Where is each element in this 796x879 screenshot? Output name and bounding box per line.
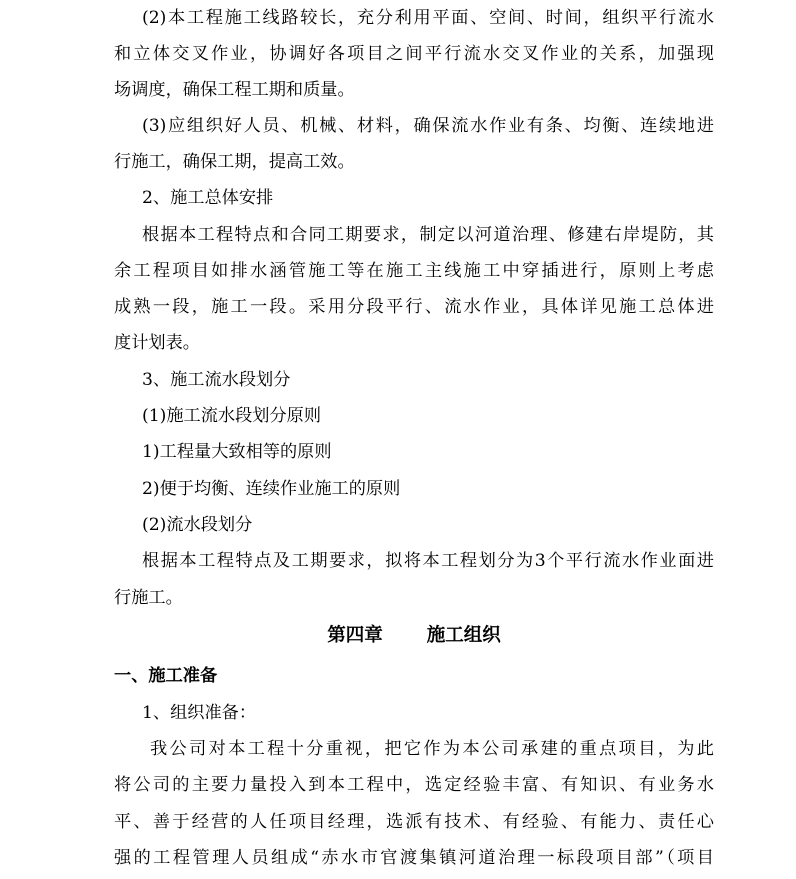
text-line: 强的工程管理人员组成“赤水市官渡集镇河道治理一标段项目部”（项目 bbox=[114, 848, 714, 868]
text-line: 根据本工程特点和合同工期要求，制定以河道治理、修建右岸堤防，其 bbox=[142, 225, 714, 245]
text-line: (2)流水段划分 bbox=[142, 515, 253, 535]
document-page bbox=[114, 0, 714, 879]
text-line: 我公司对本工程十分重视，把它作为本公司承建的重点项目，为此 bbox=[150, 739, 714, 759]
text-line: 度计划表。 bbox=[114, 333, 200, 353]
text-line: 2)便于均衡、连续作业施工的原则 bbox=[142, 479, 401, 499]
section-heading: 一、施工准备 bbox=[114, 666, 218, 686]
chapter-number: 第四章 bbox=[327, 625, 383, 646]
text-line: 成熟一段，施工一段。采用分段平行、流水作业，具体详见施工总体进 bbox=[114, 297, 714, 317]
text-line: 将公司的主要力量投入到本工程中，选定经验丰富、有知识、有业务水 bbox=[114, 775, 714, 795]
text-line: 行施工，确保工期，提高工效。 bbox=[114, 152, 355, 172]
subsection-heading: 1、组织准备： bbox=[142, 703, 257, 723]
text-line: (3)应组织好人员、机械、材料，确保流水作业有条、均衡、连续地进 bbox=[142, 116, 714, 136]
text-line: 3、施工流水段划分 bbox=[142, 370, 291, 390]
text-line: (2)本工程施工线路较长，充分利用平面、空间、时间，组织平行流水 bbox=[142, 8, 714, 28]
text-line: (1)施工流水段划分原则 bbox=[142, 406, 322, 426]
text-line: 平、善于经营的人任项目经理，选派有技术、有经验、有能力、责任心 bbox=[114, 812, 714, 832]
chapter-title bbox=[114, 624, 714, 648]
text-line: 行施工。 bbox=[114, 588, 183, 608]
text-line: 根据本工程特点及工期要求，拟将本工程划分为3个平行流水作业面进 bbox=[142, 551, 714, 571]
text-line: 和立体交叉作业，协调好各项目之间平行流水交叉作业的关系，加强现 bbox=[114, 44, 714, 64]
chapter-name: 施工组织 bbox=[426, 625, 501, 646]
text-line: 1)工程量大致相等的原则 bbox=[142, 442, 332, 462]
text-line: 余工程项目如排水涵管施工等在施工主线施工中穿插进行，原则上考虑 bbox=[114, 261, 714, 281]
text-line: 场调度，确保工程工期和质量。 bbox=[114, 80, 355, 100]
text-line: 2、施工总体安排 bbox=[142, 188, 274, 208]
